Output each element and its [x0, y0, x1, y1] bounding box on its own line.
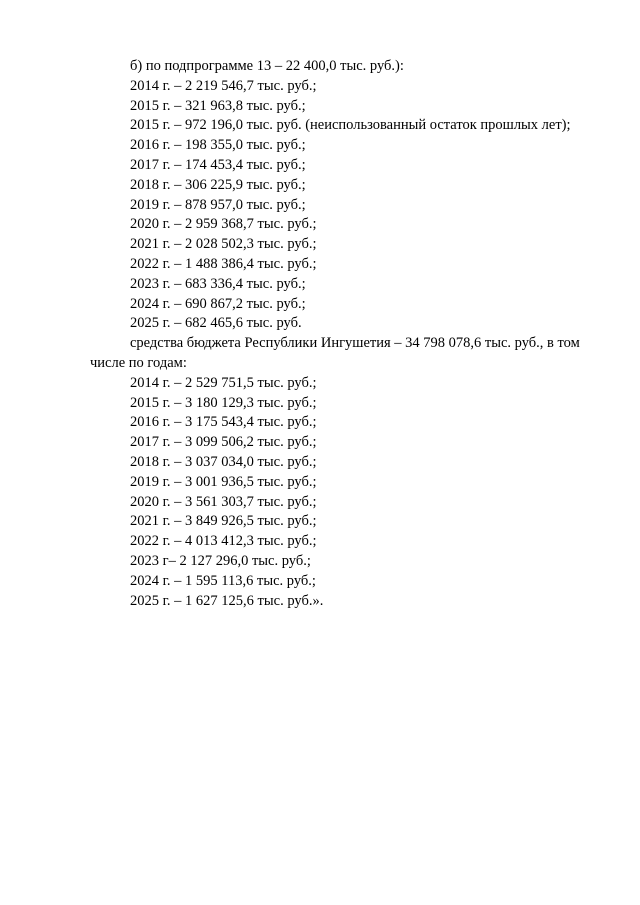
regional-budget-line-2017: 2017 г. – 3 099 506,2 тыс. руб.;: [130, 434, 317, 451]
regional-budget-line-2015: 2015 г. – 3 180 129,3 тыс. руб.;: [130, 394, 317, 411]
subprogram-line-2017: 2017 г. – 174 453,4 тыс. руб.;: [130, 156, 306, 173]
regional-budget-line-2020: 2020 г. – 3 561 303,7 тыс. руб.;: [130, 493, 317, 510]
subprogram-line-2020: 2020 г. – 2 959 368,7 тыс. руб.;: [130, 216, 317, 233]
regional-budget-line-2014: 2014 г. – 2 529 751,5 тыс. руб.;: [130, 374, 317, 391]
subprogram-line-2024: 2024 г. – 690 867,2 тыс. руб.;: [130, 295, 306, 312]
subprogram-13-heading: б) по подпрограмме 13 – 22 400,0 тыс. руб.):: [130, 58, 404, 74]
regional-budget-line-2023: 2023 г– 2 127 296,0 тыс. руб.;: [130, 552, 311, 569]
subprogram-line-2025: 2025 г. – 682 465,6 тыс. руб.: [130, 315, 302, 332]
subprogram-line-2021: 2021 г. – 2 028 502,3 тыс. руб.;: [130, 236, 317, 253]
subprogram-line-2018: 2018 г. – 306 225,9 тыс. руб.;: [130, 176, 306, 193]
subprogram-line-2014: 2014 г. – 2 219 546,7 тыс. руб.;: [130, 77, 317, 94]
subprogram-line-2015-unused-balance: 2015 г. – 972 196,0 тыс. руб. (неиспользованный остаток прошлых лет);: [130, 117, 571, 134]
regional-budget-line-2022: 2022 г. – 4 013 412,3 тыс. руб.;: [130, 533, 317, 550]
regional-budget-heading-continued: числе по годам:: [90, 354, 187, 371]
funding-text-block: [90, 57, 580, 611]
regional-budget-line-2018: 2018 г. – 3 037 034,0 тыс. руб.;: [130, 453, 317, 470]
subprogram-line-2015: 2015 г. – 321 963,8 тыс. руб.;: [130, 97, 306, 114]
regional-budget-line-2019: 2019 г. – 3 001 936,5 тыс. руб.;: [130, 473, 317, 490]
subprogram-line-2016: 2016 г. – 198 355,0 тыс. руб.;: [130, 137, 306, 154]
regional-budget-heading: средства бюджета Республики Ингушетия – 34 798 078,6 тыс. руб., в том: [130, 335, 580, 352]
regional-budget-line-2021: 2021 г. – 3 849 926,5 тыс. руб.;: [130, 513, 317, 530]
subprogram-line-2023: 2023 г. – 683 336,4 тыс. руб.;: [130, 275, 306, 292]
regional-budget-line-2025: 2025 г. – 1 627 125,6 тыс. руб.».: [130, 592, 324, 609]
subprogram-line-2019: 2019 г. – 878 957,0 тыс. руб.;: [130, 196, 306, 213]
regional-budget-line-2024: 2024 г. – 1 595 113,6 тыс. руб.;: [130, 572, 316, 589]
subprogram-line-2022: 2022 г. – 1 488 386,4 тыс. руб.;: [130, 255, 317, 272]
regional-budget-line-2016: 2016 г. – 3 175 543,4 тыс. руб.;: [130, 414, 317, 431]
